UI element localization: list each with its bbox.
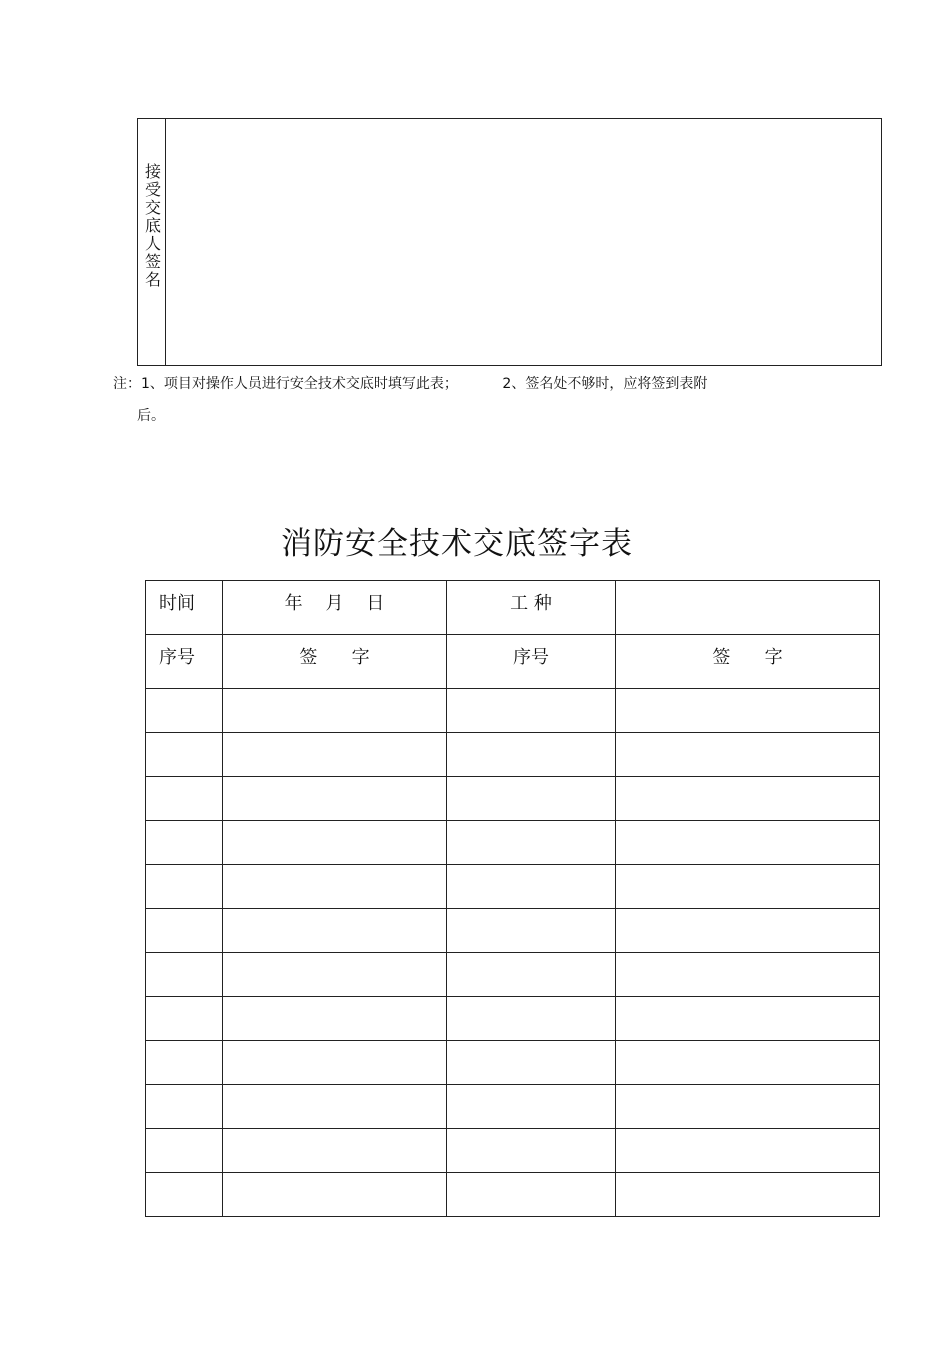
table-row bbox=[146, 1041, 880, 1085]
column-header-signature: 签 字 bbox=[223, 635, 447, 689]
table-row bbox=[146, 777, 880, 821]
signature-cell[interactable] bbox=[223, 997, 447, 1041]
index-cell[interactable] bbox=[146, 997, 223, 1041]
table-header-row-columns bbox=[146, 635, 880, 689]
note bbox=[113, 374, 833, 424]
signature-table bbox=[145, 580, 880, 1217]
signature-cell-2[interactable] bbox=[616, 1041, 880, 1085]
note-item-2: 2、签名处不够时，应将签到表附 bbox=[502, 376, 708, 392]
page-title: 消防安全技术交底签字表 bbox=[281, 526, 633, 562]
index-cell-2[interactable] bbox=[447, 821, 616, 865]
recipient-signature-label: 接受交底人签名 bbox=[142, 163, 162, 289]
index-cell[interactable] bbox=[146, 733, 223, 777]
index-cell[interactable] bbox=[146, 1041, 223, 1085]
date-field[interactable]: 年 月 日 bbox=[223, 581, 447, 635]
index-cell-2[interactable] bbox=[447, 997, 616, 1041]
index-cell[interactable] bbox=[146, 953, 223, 997]
recipient-signature-area[interactable] bbox=[166, 119, 881, 365]
signature-cell[interactable] bbox=[223, 865, 447, 909]
table-row bbox=[146, 1173, 880, 1217]
signature-cell-2[interactable] bbox=[616, 689, 880, 733]
column-header-index-2: 序号 bbox=[447, 635, 616, 689]
time-label: 时间 bbox=[146, 581, 223, 635]
signature-cell[interactable] bbox=[223, 953, 447, 997]
signature-cell[interactable] bbox=[223, 777, 447, 821]
signature-cell-2[interactable] bbox=[616, 777, 880, 821]
index-cell-2[interactable] bbox=[447, 733, 616, 777]
index-cell-2[interactable] bbox=[447, 909, 616, 953]
signature-cell[interactable] bbox=[223, 909, 447, 953]
index-cell[interactable] bbox=[146, 689, 223, 733]
signature-cell[interactable] bbox=[223, 1085, 447, 1129]
table-row bbox=[146, 821, 880, 865]
table-row bbox=[146, 865, 880, 909]
work-type-label: 工 种 bbox=[447, 581, 616, 635]
signature-cell-2[interactable] bbox=[616, 1129, 880, 1173]
signature-cell-2[interactable] bbox=[616, 953, 880, 997]
table-row bbox=[146, 1085, 880, 1129]
signature-cell-2[interactable] bbox=[616, 733, 880, 777]
table-row bbox=[146, 1129, 880, 1173]
note-prefix: 注： bbox=[113, 376, 141, 392]
index-cell[interactable] bbox=[146, 1129, 223, 1173]
signature-rows bbox=[146, 689, 880, 1217]
work-type-field[interactable] bbox=[616, 581, 880, 635]
index-cell-2[interactable] bbox=[447, 1129, 616, 1173]
table-row bbox=[146, 733, 880, 777]
column-header-index: 序号 bbox=[146, 635, 223, 689]
table-row bbox=[146, 953, 880, 997]
signature-cell[interactable] bbox=[223, 733, 447, 777]
signature-cell-2[interactable] bbox=[616, 1085, 880, 1129]
index-cell-2[interactable] bbox=[447, 1041, 616, 1085]
index-cell[interactable] bbox=[146, 865, 223, 909]
recipient-signature-label-cell bbox=[138, 119, 166, 365]
index-cell-2[interactable] bbox=[447, 865, 616, 909]
index-cell[interactable] bbox=[146, 909, 223, 953]
signature-cell-2[interactable] bbox=[616, 865, 880, 909]
signature-cell[interactable] bbox=[223, 689, 447, 733]
table-header-row-time bbox=[146, 581, 880, 635]
signature-cell[interactable] bbox=[223, 1173, 447, 1217]
index-cell-2[interactable] bbox=[447, 953, 616, 997]
index-cell[interactable] bbox=[146, 1085, 223, 1129]
table-row bbox=[146, 689, 880, 733]
note-item-2-continued: 后。 bbox=[137, 408, 165, 424]
signature-cell[interactable] bbox=[223, 821, 447, 865]
signature-cell-2[interactable] bbox=[616, 1173, 880, 1217]
index-cell[interactable] bbox=[146, 821, 223, 865]
signature-cell-2[interactable] bbox=[616, 997, 880, 1041]
table-row bbox=[146, 909, 880, 953]
index-cell[interactable] bbox=[146, 777, 223, 821]
index-cell[interactable] bbox=[146, 1173, 223, 1217]
column-header-signature-2: 签 字 bbox=[616, 635, 880, 689]
note-item-1: 1、项目对操作人员进行安全技术交底时填写此表； bbox=[141, 376, 458, 392]
signature-cell[interactable] bbox=[223, 1129, 447, 1173]
signature-cell[interactable] bbox=[223, 1041, 447, 1085]
index-cell-2[interactable] bbox=[447, 1173, 616, 1217]
signature-cell-2[interactable] bbox=[616, 909, 880, 953]
index-cell-2[interactable] bbox=[447, 777, 616, 821]
index-cell-2[interactable] bbox=[447, 689, 616, 733]
signature-cell-2[interactable] bbox=[616, 821, 880, 865]
table-row bbox=[146, 997, 880, 1041]
recipient-signature-box bbox=[137, 118, 882, 366]
index-cell-2[interactable] bbox=[447, 1085, 616, 1129]
